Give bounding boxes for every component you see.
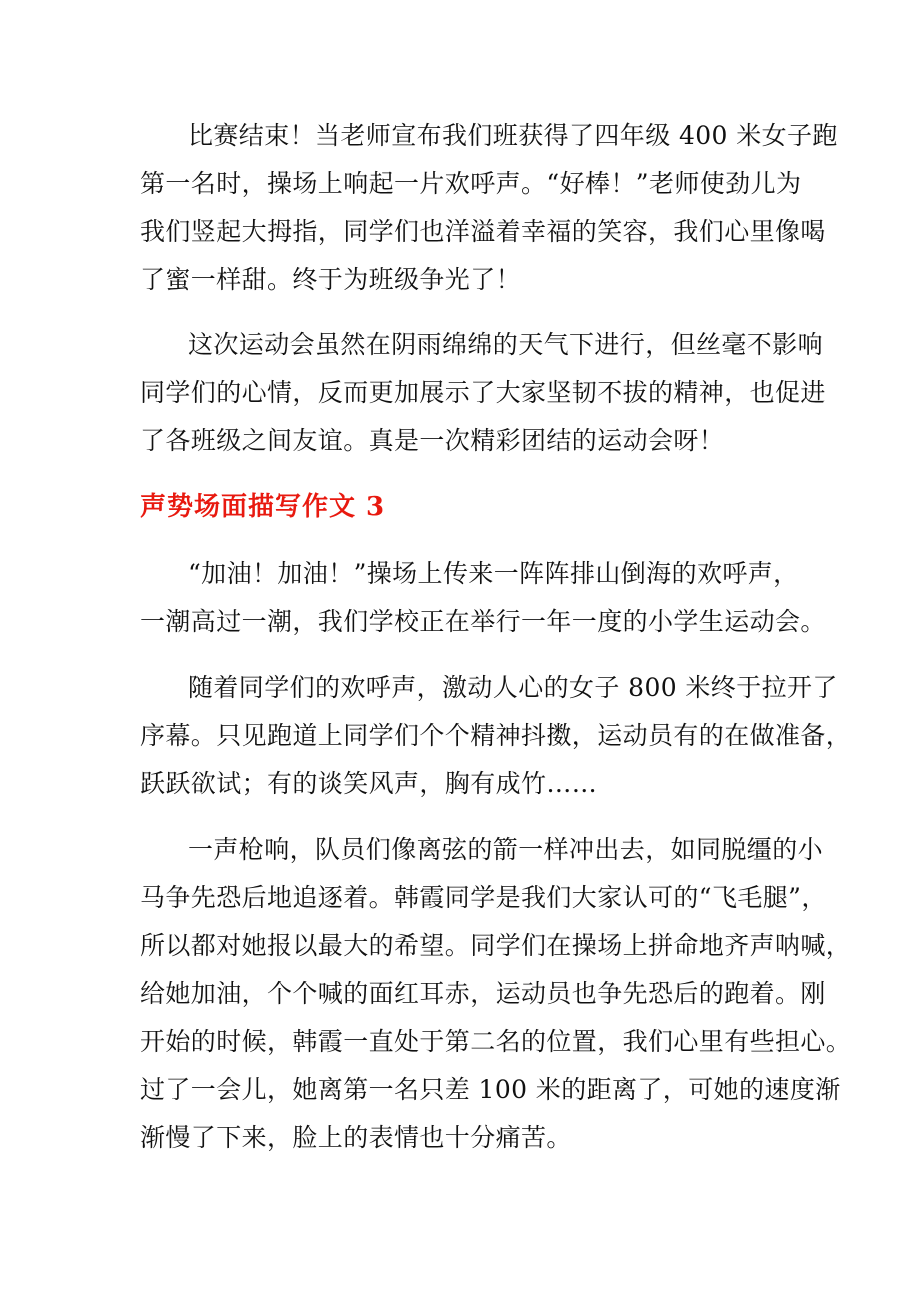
text-line: 比赛结束！当老师宣布我们班获得了四年级 400 米女子跑 [188,121,838,150]
text-line: 马争先恐后地追逐着。韩霞同学是我们大家认可的“飞毛腿”， [140,883,827,912]
text-line: 一潮高过一潮，我们学校正在举行一年一度的小学生运动会。 [140,607,826,636]
text-line: 一声枪响，队员们像离弦的箭一样冲出去，如同脱缰的小 [188,835,824,864]
text-line: 这次运动会虽然在阴雨绵绵的天气下进行，但丝毫不影响 [188,330,824,359]
text-line: 了各班级之间友谊。真是一次精彩团结的运动会呀！ [140,426,725,455]
text-line: 我们竖起大拇指，同学们也洋溢着幸福的笑容，我们心里像喝 [140,217,826,246]
text-line: 开始的时候，韩霞一直处于第二名的位置，我们心里有些担心。 [140,1027,852,1056]
text-line: 过了一会儿，她离第一名只差 100 米的距离了，可她的速度渐 [140,1075,841,1104]
text-line: 序幕。只见跑道上同学们个个精神抖擞，运动员有的在做准备， [140,721,852,750]
text-line: 同学们的心情，反而更加展示了大家坚韧不拔的精神，也促进 [140,378,826,407]
text-line: 跃跃欲试；有的谈笑风声，胸有成竹…… [140,769,598,798]
text-line: 第一名时，操场上响起一片欢呼声。“好棒！”老师使劲儿为 [140,169,802,198]
text-line: “加油！加油！”操场上传来一阵阵排山倒海的欢呼声， [188,559,799,588]
text-line: 所以都对她报以最大的希望。同学们在操场上拼命地齐声呐喊， [140,931,852,960]
text-line: 给她加油，个个喊的面红耳赤，运动员也争先恐后的跑着。刚 [140,979,826,1008]
text-line: 随着同学们的欢呼声，激动人心的女子 800 米终于拉开了 [188,673,838,702]
text-line: 渐慢了下来，脸上的表情也十分痛苦。 [140,1123,572,1152]
section-heading: 声势场面描写作文 3 [140,492,386,522]
text-line: 了蜜一样甜。终于为班级争光了！ [140,265,522,294]
